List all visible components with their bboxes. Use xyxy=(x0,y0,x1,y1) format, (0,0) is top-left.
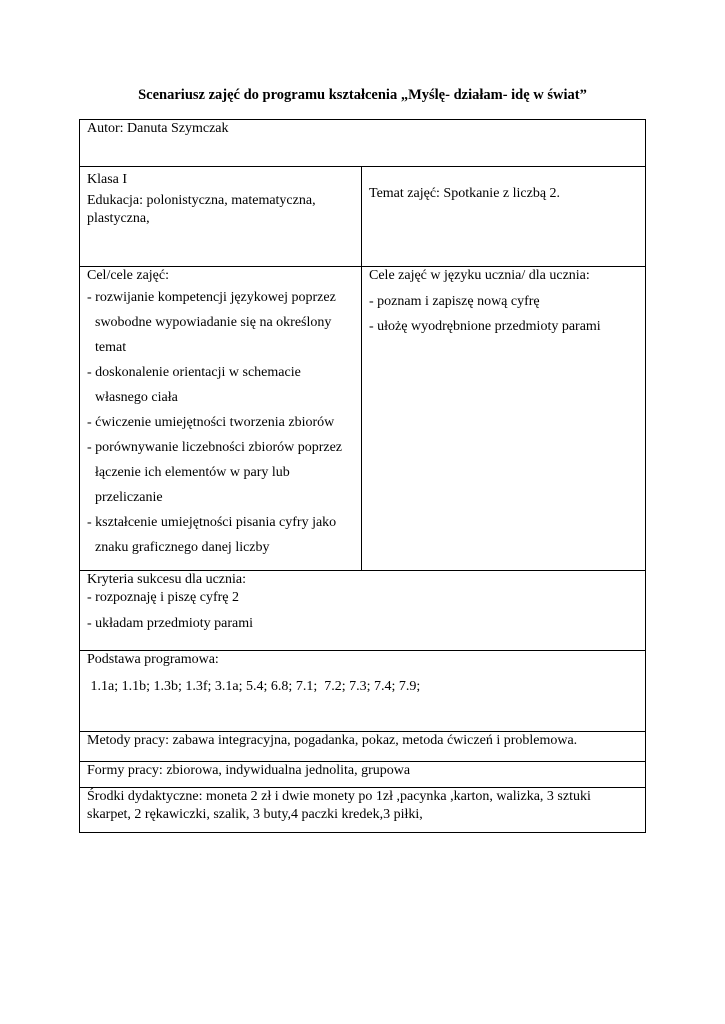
goal-line: znaku graficznego danej liczby xyxy=(95,540,270,555)
lesson-plan-table xyxy=(79,119,646,833)
education-line-2: plastyczna, xyxy=(87,211,150,226)
forms-cell xyxy=(80,762,646,788)
goals-row xyxy=(80,267,646,571)
criteria-heading: Kryteria sukcesu dla ucznia: xyxy=(87,572,246,587)
class-label: Klasa I xyxy=(87,172,128,187)
goals-heading: Cel/cele zajęć: xyxy=(87,268,169,283)
goal-line: łączenie ich elementów w pary lub xyxy=(95,465,290,480)
criteria-cell xyxy=(80,571,646,651)
methods-cell xyxy=(80,732,646,762)
means-line-1: Środki dydaktyczne: moneta 2 zł i dwie monety po 1zł ,pacynka ,karton, walizka, 3 sztuki xyxy=(87,789,591,804)
goal-line: - kształcenie umiejętności pisania cyfry jako xyxy=(87,515,337,530)
page-title: Scenariusz zajęć do programu kształcenia „Myślę- działam- idę w świat” xyxy=(138,87,587,103)
topic-cell xyxy=(362,167,646,267)
methods-row xyxy=(80,732,646,762)
author-row xyxy=(80,120,646,167)
curriculum-codes: 1.1a; 1.1b; 1.3b; 1.3f; 3.1a; 5.4; 6.8; 7.1; 7.2; 7.3; 7.4; 7.9; xyxy=(87,679,421,694)
curriculum-row xyxy=(80,651,646,732)
methods-text: Metody pracy: zabawa integracyjna, pogadanka, pokaz, metoda ćwiczeń i problemowa. xyxy=(87,733,578,748)
criteria-item: - układam przedmioty parami xyxy=(87,616,253,631)
means-row xyxy=(80,788,646,833)
goal-line: temat xyxy=(95,340,127,355)
goal-line: własnego ciała xyxy=(95,390,178,405)
class-row xyxy=(80,167,646,267)
student-goals-heading: Cele zajęć w języku ucznia/ dla ucznia: xyxy=(369,268,590,283)
forms-text: Formy pracy: zbiorowa, indywidualna jednolita, grupowa xyxy=(87,763,411,778)
criteria-item: - rozpoznaję i piszę cyfrę 2 xyxy=(87,590,239,605)
goal-line: przeliczanie xyxy=(95,490,163,505)
goal-line: - rozwijanie kompetencji językowej poprzez xyxy=(87,290,336,305)
student-goal-item: - ułożę wyodrębnione przedmioty parami xyxy=(369,319,601,334)
topic-text: Temat zajęć: Spotkanie z liczbą 2. xyxy=(369,186,561,201)
author-text: Autor: Danuta Szymczak xyxy=(87,121,229,136)
class-cell xyxy=(80,167,362,267)
forms-row xyxy=(80,762,646,788)
author-cell xyxy=(80,120,646,167)
student-goals-cell xyxy=(362,267,646,571)
goal-line: swobodne wypowiadanie się na określony xyxy=(95,315,332,330)
student-goal-item: - poznam i zapiszę nową cyfrę xyxy=(369,294,540,309)
curriculum-heading: Podstawa programowa: xyxy=(87,652,219,667)
means-cell xyxy=(80,788,646,833)
curriculum-cell xyxy=(80,651,646,732)
goals-cell xyxy=(80,267,362,571)
means-line-2: skarpet, 2 rękawiczki, szalik, 3 buty,4 paczki kredek,3 piłki, xyxy=(87,807,423,822)
goal-line: - porównywanie liczebności zbiorów poprzez xyxy=(87,440,343,455)
education-line-1: Edukacja: polonistyczna, matematyczna, xyxy=(87,193,316,208)
goal-line: - ćwiczenie umiejętności tworzenia zbiorów xyxy=(87,415,335,430)
goal-line: - doskonalenie orientacji w schemacie xyxy=(87,365,301,380)
criteria-row xyxy=(80,571,646,651)
